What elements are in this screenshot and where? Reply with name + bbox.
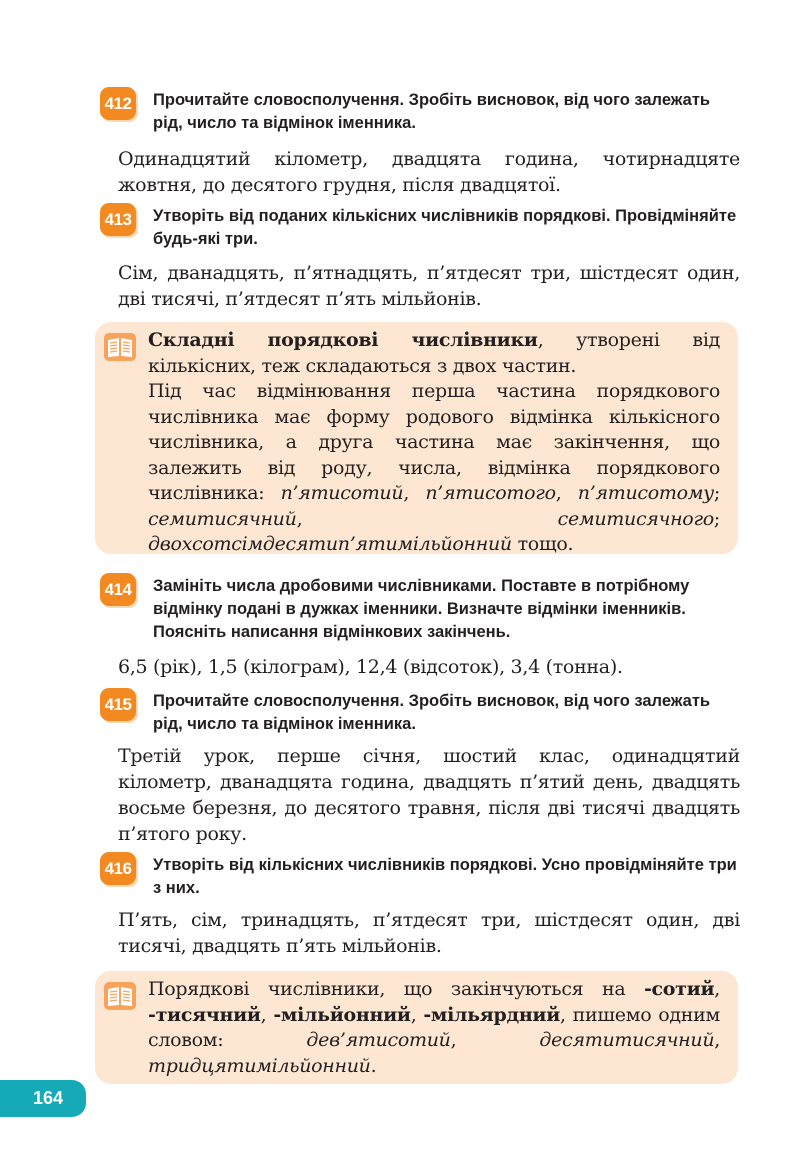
exercise-paragraph: Третій урок, перше січня, шостий клас, одинадцятий кілометр, дванадцята година, двадцять п’ятий день, двадцять восьме березня, до десятого травня, після дві тисячі двадцять п’ятого року. (118, 745, 740, 845)
open-book-icon (104, 982, 136, 1010)
rule-example: двохсотсімдесятип’ятимільйонний (148, 533, 512, 555)
rule-text-part: . (370, 1054, 377, 1077)
open-book-icon (104, 333, 136, 361)
rule-example: семитисячного (557, 507, 714, 530)
rule-text-part: , пишемо одним словом: (148, 1003, 720, 1051)
task-413 (100, 203, 740, 253)
task-412 (100, 87, 740, 137)
rule-example: п’ятисотого (425, 482, 556, 504)
rule-example: п’ятисотому (577, 482, 714, 504)
rule-paragraph: Порядкові числівники, що закінчуються на -сотий, -тисячний, -мільйонний, -мільярдний, пишемо одним словом: дев’ятисотий, десятитисячний, тридцятимільйонний. (148, 978, 721, 1077)
rule-suffix: -тисячний (148, 1003, 261, 1026)
task-instruction: Прочитайте словосполучення. Зробіть висновок, від чого залежать рід, число та відмінок іменника. (153, 91, 711, 132)
rule-box (95, 971, 738, 1084)
exercise-text (118, 654, 740, 680)
task-414 (100, 573, 740, 645)
task-number-badge: 413 (100, 203, 136, 236)
task-number-badge: 412 (100, 87, 136, 120)
exercise-paragraph: 6,5 (рік), 1,5 (кілограм), 12,4 (відсоток), 3,4 (тонна). (118, 656, 623, 678)
rule-text (148, 977, 720, 1079)
rule-box (95, 322, 738, 554)
rule-example: семитисячний (148, 507, 297, 530)
rule-example: тридцятимільйонний (148, 1054, 371, 1077)
exercise-paragraph: Одинадцятий кілометр, двадцята година, чотирнадцяте жовтня, до десятого грудня, після двадцятої. (118, 148, 740, 196)
rule-term: Складні порядкові числівники (148, 329, 538, 351)
exercise-paragraph: П’ять, сім, тринадцять, п’ятдесят три, шістдесят один, дві тисячі, двадцять п’ять мільйонів. (118, 909, 740, 957)
exercise-text (118, 743, 740, 847)
rule-suffix: -сотий (643, 978, 715, 1000)
task-415 (100, 688, 740, 738)
rule-example: дев’ятисотий (306, 1029, 451, 1051)
task-416 (100, 852, 740, 902)
exercise-text (118, 146, 740, 198)
task-number-badge: 414 (100, 573, 136, 606)
task-instruction: Утворіть від поданих кількісних числівників порядкові. Провідміняйте будь-які три. (153, 207, 737, 248)
rule-paragraph-2: Під час відмінювання перша частина порядкового числівника має форму родового відмінка кількісного числівника, а друга частина має закінчення, що залежить від роду, числа, відмінка порядкового числівника: п’ятисотий, п’ятисотого, п’ятисотому; семитисячний, семитисячного; двохсотсімдесятип’ятимільйонний тощо. (148, 380, 720, 555)
rule-suffix: -мільйонний (273, 1003, 411, 1026)
exercise-text (118, 260, 740, 312)
rule-example: п’ятисотий (280, 482, 404, 504)
task-instruction: Утворіть від кількісних числівників порядкові. Усно провідміняйте три з них. (153, 856, 737, 897)
rule-text-part: Під час відмінювання перша частина порядкового числівника має форму родового відмінка кількісного числівника, а друга частина має закінчення, що залежить від роду, числа, відмінка порядкового числівника: (148, 380, 720, 504)
exercise-text (118, 907, 740, 959)
rule-paragraph-1 (148, 328, 720, 379)
rule-text-part: , утворені від кількісних, теж складаються з двох частин. (148, 329, 720, 377)
rule-text (148, 328, 720, 558)
page-number: 164 (0, 1080, 86, 1117)
task-number-badge: 416 (100, 852, 136, 885)
rule-example: десятитисячний (539, 1029, 715, 1051)
task-instruction: Прочитайте словосполучення. Зробіть висновок, від чого залежать рід, число та відмінок іменника. (153, 692, 711, 733)
rule-text-part: Порядкові числівники, що закінчуються на (148, 978, 644, 1000)
exercise-paragraph: Сім, дванадцять, п’ятнадцять, п’ятдесят три, шістдесят один, дві тисячі, п’ятдесят п’ять мільйонів. (118, 262, 740, 310)
rule-suffix: -мільярдний (423, 1003, 561, 1026)
task-instruction: Замініть числа дробовими числівниками. Поставте в потрібному відмінку подані в дужках іменники. Визначте відмінки іменників. Поясніть написання відмінкових закінчень. (153, 577, 690, 641)
task-number-badge: 415 (100, 688, 136, 721)
rule-text-part: тощо. (511, 533, 574, 555)
